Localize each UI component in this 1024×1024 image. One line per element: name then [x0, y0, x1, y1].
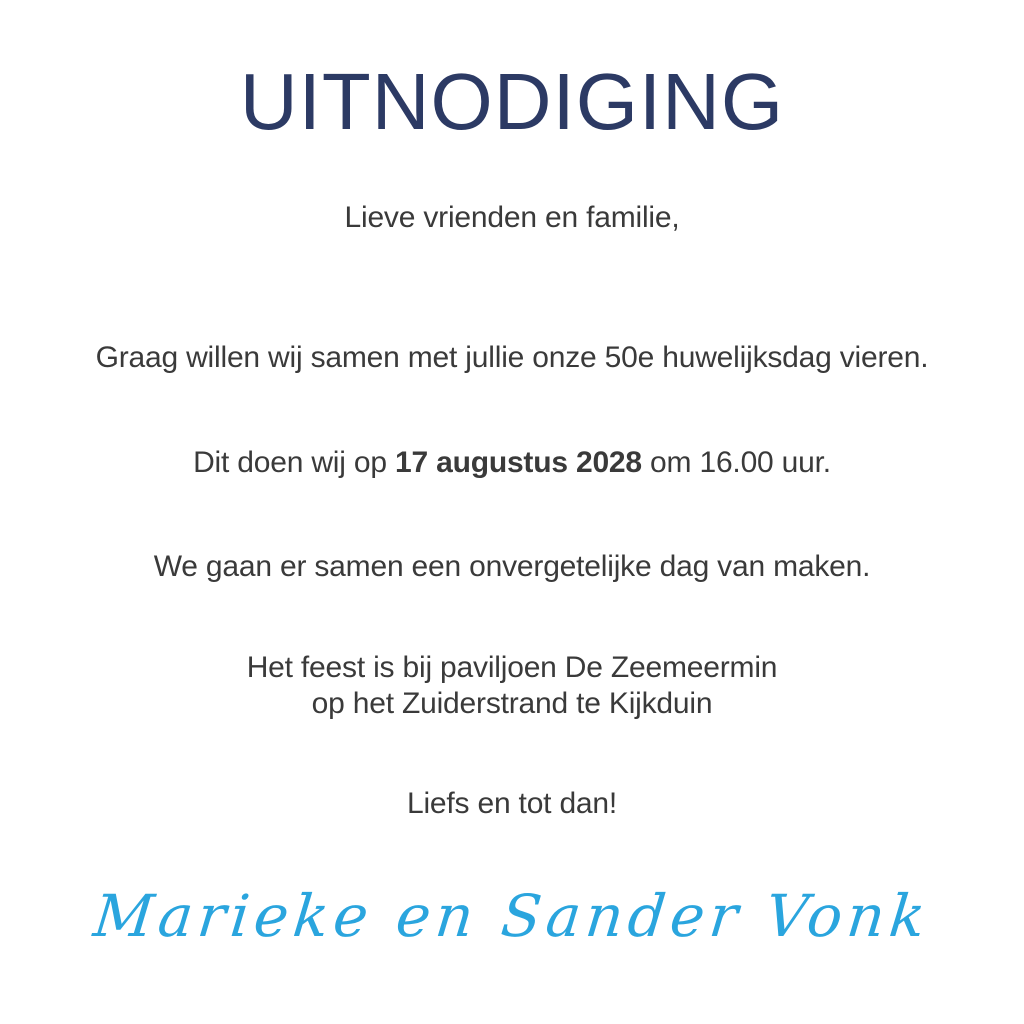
- signature-text: Marieke en Sander Vonk: [90, 882, 934, 950]
- promise-text: We gaan er samen een onvergetelijke dag van maken.: [153, 550, 871, 583]
- location-text: [0, 650, 1024, 722]
- date-time-text: [0, 445, 1024, 481]
- invitation-title: UITNODIGING: [239, 57, 785, 146]
- closing-text: Liefs en tot dan!: [406, 787, 618, 820]
- date-prefix-text: Dit doen wij op: [193, 446, 395, 479]
- occasion-text: Graag willen wij samen met jullie onze 50e huwelijksdag vieren.: [95, 341, 929, 374]
- greeting-text: Lieve vrienden en familie,: [344, 201, 680, 234]
- location-line2-text: op het Zuiderstrand te Kijkduin: [311, 687, 713, 720]
- location-line1-text: Het feest is bij paviljoen De Zeemeermin: [246, 651, 778, 684]
- event-date-text: 17 augustus 2028: [394, 446, 642, 479]
- date-suffix-text: om 16.00 uur.: [641, 446, 831, 479]
